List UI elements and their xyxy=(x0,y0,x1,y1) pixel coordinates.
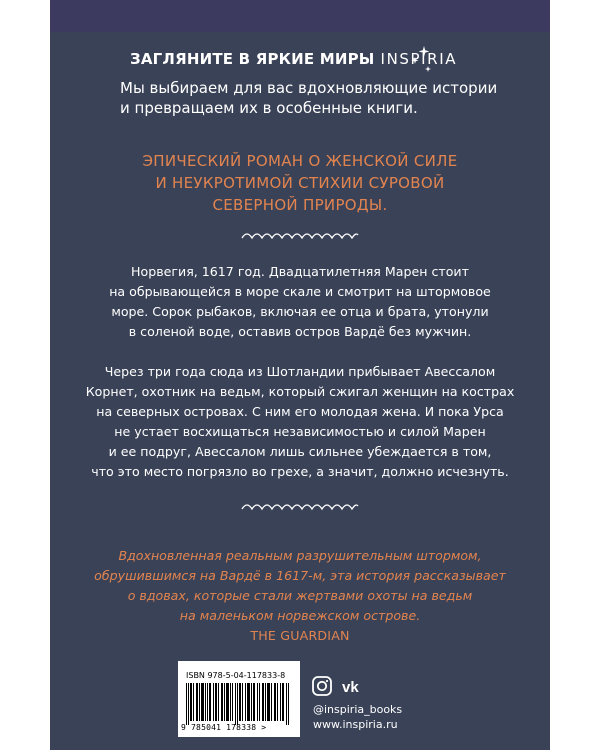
barcode-image xyxy=(186,683,292,725)
synopsis-paragraph-1 xyxy=(80,262,520,342)
wave-divider-bottom xyxy=(240,500,360,514)
series-headline xyxy=(130,50,458,72)
wave-divider-top xyxy=(240,229,360,243)
tagline-line: И НЕУКРОТИМОЙ СТИХИИ СУРОВОЙ xyxy=(155,174,445,192)
social-icons xyxy=(312,676,382,698)
paragraph-line: и ее подруг, Авессалом лишь сильнее убеждается в том, xyxy=(108,444,492,459)
paragraph-line: не устает восхищаться независимостью и силой Марен xyxy=(114,424,486,439)
intro-line: Мы выбираем для вас вдохновляющие истории xyxy=(120,79,498,97)
paragraph-line: в соленой воде, оставив остров Вардё без мужчин. xyxy=(128,324,472,339)
headline-text: ЗАГЛЯНИТЕ В ЯРКИЕ МИРЫ xyxy=(130,50,375,68)
social-handle[interactable]: @inspiria_books xyxy=(313,703,403,716)
isbn-barcode-panel xyxy=(178,661,300,737)
tagline xyxy=(80,150,520,216)
tagline-line: ЭПИЧЕСКИЙ РОМАН О ЖЕНСКОЙ СИЛЕ xyxy=(142,152,458,170)
paragraph-line: на северных островах. С ним его молодая жена. И пока Урса xyxy=(96,404,504,419)
paragraph-line: на обрывающейся в море скале и смотрит на штормовое xyxy=(109,284,491,299)
synopsis-paragraph-2 xyxy=(80,362,520,482)
paragraph-line: Через три года сюда из Шотландии прибывает Авессалом xyxy=(104,364,496,379)
top-band xyxy=(50,0,550,32)
isbn-label: ISBN 978-5-04-117833-8 xyxy=(186,671,286,680)
series-intro xyxy=(120,78,520,118)
instagram-icon[interactable] xyxy=(313,677,331,695)
vk-icon[interactable] xyxy=(342,679,359,696)
quote-line: обрушившимся на Вардё в 1617-м, эта история рассказывает xyxy=(94,568,506,583)
svg-text:vk: vk xyxy=(342,679,359,696)
paragraph-line: Норвегия, 1617 год. Двадцатилетняя Марен стоит xyxy=(131,264,469,279)
paragraph-line: Корнет, охотник на ведьм, который сжигал женщин на кострах xyxy=(85,384,515,399)
quote-source: THE GUARDIAN xyxy=(250,628,350,643)
quote-line: о вдовах, которые стали жертвами охоты на ведьм xyxy=(127,588,473,603)
quote-line: Вдохновленная реальным разрушительным штормом, xyxy=(118,548,482,563)
intro-line: и превращаем их в особенные книги. xyxy=(120,99,418,117)
website-link[interactable]: www.inspiria.ru xyxy=(313,718,398,731)
barcode-digits: 9 785041 178338 > xyxy=(181,723,267,732)
paragraph-line: что это место погрязло во грехе, а значит, должно исчезнуть. xyxy=(91,464,509,479)
quote-line: на маленьком норвежском острове. xyxy=(179,608,421,623)
press-quote xyxy=(80,546,520,626)
paragraph-line: море. Сорок рыбаков, включая ее отца и брата, утонули xyxy=(111,304,489,319)
tagline-line: СЕВЕРНОЙ ПРИРОДЫ. xyxy=(212,196,388,214)
brand-logo-text: INSPIRIA xyxy=(380,50,458,68)
